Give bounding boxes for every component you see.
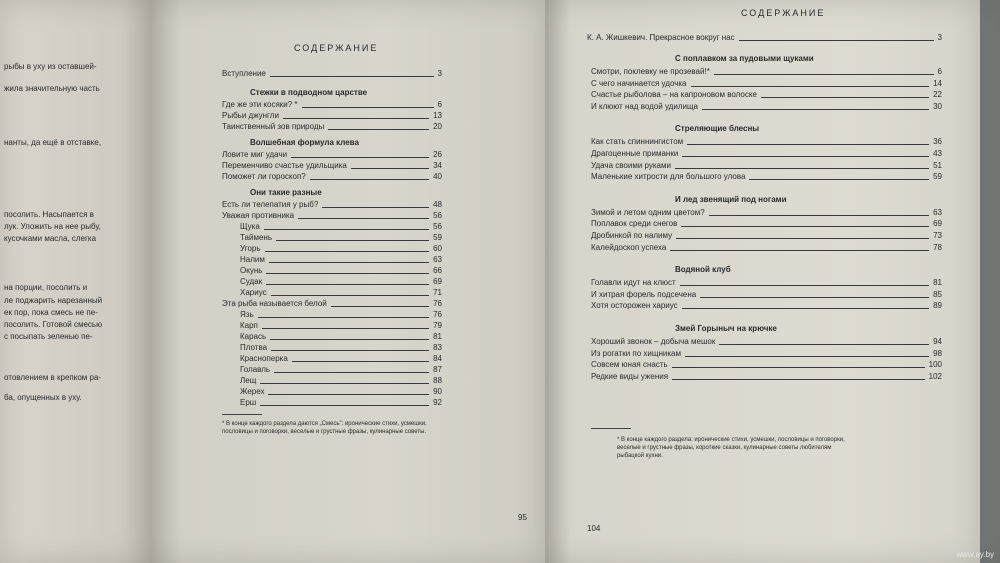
footnote-rule xyxy=(222,414,262,415)
toc-title: СОДЕРЖАНИЕ xyxy=(294,43,379,53)
leader-line xyxy=(702,109,929,110)
leader-line xyxy=(681,226,929,227)
left-page-text: отовлением в крепком ра- xyxy=(4,373,102,382)
toc-entry-label: Карась xyxy=(240,332,267,341)
toc-entry-label: Угорь xyxy=(240,244,261,253)
toc-entry-page: 43 xyxy=(933,149,942,158)
left-page-text: с посыпать зеленью пе- xyxy=(4,332,93,341)
page-number: 104 xyxy=(587,524,601,533)
leader-line xyxy=(270,339,429,340)
section-heading: Водяной клуб xyxy=(675,265,731,275)
toc-entry xyxy=(591,230,942,240)
left-page-text: ба, опущенных в уху. xyxy=(4,393,82,402)
left-page-text: лук. Уложить на нее рыбу, xyxy=(4,222,101,231)
toc-entry-page: 88 xyxy=(433,376,442,385)
left-page xyxy=(0,0,150,563)
leader-line xyxy=(331,306,429,307)
toc-entry xyxy=(222,121,442,131)
section-heading: Стежки в подводном царстве xyxy=(250,88,368,97)
toc-entry-label: Где же эти косяки? * xyxy=(222,100,298,109)
leader-line xyxy=(761,97,929,98)
toc-entry-page: 78 xyxy=(933,242,942,252)
toc-entry-page: 69 xyxy=(433,277,442,286)
toc-entry-page: 87 xyxy=(433,365,442,374)
leader-line xyxy=(266,284,429,285)
toc-entry-label: Хороший звонок – добыча мешок xyxy=(591,337,716,346)
toc-entry xyxy=(591,207,942,217)
toc-entry-page: 76 xyxy=(433,310,442,319)
left-page-text: ек пор, пока смесь не пе- xyxy=(4,308,98,317)
toc-entry-page: 89 xyxy=(933,301,942,311)
toc-entry xyxy=(222,331,442,341)
leader-line xyxy=(719,344,929,345)
toc-entry xyxy=(591,371,942,381)
toc-entry-label: Совсем юная снасть xyxy=(591,360,668,370)
leader-line xyxy=(266,273,429,274)
leader-line xyxy=(291,157,429,158)
toc-entry xyxy=(222,243,442,253)
middle-page xyxy=(150,0,545,563)
toc-entry xyxy=(222,287,442,297)
left-page-text: ле поджарить нарезанный xyxy=(4,296,103,305)
toc-entry-label: Жерех xyxy=(240,387,265,396)
leader-line xyxy=(328,129,429,130)
leader-line xyxy=(687,144,929,145)
left-page-text: посолить. Готовой смесью xyxy=(4,320,103,329)
leader-line xyxy=(670,250,929,251)
toc-entry-label: Переменчиво счастье удильщика xyxy=(222,161,347,170)
leader-line xyxy=(700,297,929,298)
page-number: 95 xyxy=(518,513,527,522)
toc-entry-label: Язь xyxy=(240,310,254,319)
toc-entry-page: 85 xyxy=(933,289,942,299)
toc-entry-label: Уважая противника xyxy=(222,211,295,220)
toc-entry xyxy=(591,160,942,170)
leader-line xyxy=(262,328,429,329)
section-heading: И лед звенящий под ногами xyxy=(675,194,787,204)
leader-line xyxy=(322,207,429,208)
toc-entry-label: Хотя осторожен хариус xyxy=(591,301,678,311)
toc-entry-page: 92 xyxy=(433,398,442,407)
toc-entry-page: 100 xyxy=(928,360,942,370)
toc-entry-page: 30 xyxy=(933,101,942,111)
left-page-text: кусочками масла, слегка xyxy=(4,234,97,243)
toc-entry-label: Голавли идут на клюст xyxy=(591,278,676,288)
leader-line xyxy=(268,394,429,395)
section-heading: С поплавком за пудовыми щуками xyxy=(675,54,814,63)
toc-entry-page: 59 xyxy=(933,172,942,182)
toc-entry-label: И хитрая форель подсечена xyxy=(591,289,697,299)
section-heading: Волшебная формула клева xyxy=(250,138,359,147)
leader-line xyxy=(298,218,429,219)
toc-entry xyxy=(591,289,942,299)
footnote: * В конце каждого раздела даются „Смесь": иронические стихи, усмешки, пословицы и поговорки, веселые и грустные фразы, кулинарные советы. xyxy=(222,421,427,435)
toc-entry-label: Красноперка xyxy=(240,354,288,363)
left-page-text: жила значительную часть xyxy=(4,84,100,93)
toc-entry-page: 98 xyxy=(933,348,942,358)
left-page-text: на порции, посолить и xyxy=(4,283,88,292)
toc-entry-label: Смотри, поклевку не прозевай!* xyxy=(591,67,710,76)
toc-entry-label: Окунь xyxy=(240,266,263,275)
toc-entry xyxy=(222,375,442,385)
toc-entry xyxy=(222,386,442,396)
toc-entry xyxy=(591,242,942,252)
leader-line xyxy=(274,372,429,373)
leader-line xyxy=(675,168,929,169)
toc-entry-label: Лещ xyxy=(240,376,257,385)
leader-line xyxy=(672,367,925,368)
left-page-text: рыбы в уху из оставшей- xyxy=(4,62,97,71)
leader-line xyxy=(292,361,429,362)
page-edge xyxy=(980,0,1000,563)
toc-entry-intro xyxy=(587,32,942,42)
leader-line xyxy=(270,76,434,77)
toc-entry-page: 22 xyxy=(933,90,942,100)
toc-entry xyxy=(222,99,442,109)
leader-line xyxy=(283,118,429,119)
toc-entry xyxy=(591,101,942,111)
section-heading: Стреляющие блесны xyxy=(675,124,760,134)
toc-entry xyxy=(222,160,442,170)
toc-entry-page: 59 xyxy=(433,233,442,242)
toc-entry xyxy=(591,89,942,99)
toc-entry-label: Хариус xyxy=(240,288,267,297)
leader-line xyxy=(310,179,429,180)
toc-entry-label: Калейдоскоп успеха xyxy=(591,242,667,252)
toc-entry-page: 36 xyxy=(933,137,942,147)
toc-entry-label: Ловите миг удачи xyxy=(222,150,288,159)
toc-title: СОДЕРЖАНИЕ xyxy=(741,8,826,18)
left-page-text: нанты, да ещё в отставке, xyxy=(4,138,102,147)
toc-entry-page: 63 xyxy=(933,207,942,217)
toc-entry-page: 51 xyxy=(933,160,942,170)
toc-entry xyxy=(222,110,442,120)
toc-entry-intro-label: Вступление xyxy=(222,69,266,78)
toc-entry-label: Эта рыба называется белой xyxy=(222,299,327,308)
toc-entry-page: 6 xyxy=(937,67,942,76)
leader-line xyxy=(260,383,429,384)
leader-line xyxy=(680,285,929,286)
toc-entry-label: Плотва xyxy=(240,343,268,352)
toc-entry xyxy=(591,336,942,346)
toc-entry-label: Драгоценные приманки xyxy=(591,149,679,158)
footnote-rule xyxy=(591,428,631,429)
leader-line xyxy=(264,229,429,230)
leader-line xyxy=(672,379,925,380)
toc-entry xyxy=(222,320,442,330)
right-page xyxy=(545,0,980,563)
toc-entry-page: 84 xyxy=(433,354,442,363)
toc-entry xyxy=(591,348,942,358)
leader-line xyxy=(271,350,429,351)
leader-line xyxy=(682,156,929,157)
toc-entry-label: Таинственный зов природы xyxy=(222,122,325,131)
leader-line xyxy=(709,215,929,216)
toc-entry xyxy=(591,136,942,146)
leader-line xyxy=(302,107,434,108)
leader-line xyxy=(739,40,934,41)
left-page-text: посолить. Насыпается в xyxy=(4,210,94,219)
toc-entry xyxy=(222,232,442,242)
toc-entry xyxy=(591,359,942,369)
toc-entry-page: 60 xyxy=(433,244,442,253)
toc-entry-label: Голавль xyxy=(240,365,271,374)
toc-entry-label: Поможет ли гороскоп? xyxy=(222,172,306,181)
toc-entry-page: 81 xyxy=(933,278,942,288)
leader-line xyxy=(749,179,929,180)
toc-entry xyxy=(591,171,942,181)
section-heading: Змей Горыныч на крючке xyxy=(675,324,777,333)
leader-line xyxy=(682,308,929,309)
toc-entry-label: Налим xyxy=(240,255,265,264)
toc-entry-page: 13 xyxy=(433,111,442,120)
toc-entry-page: 48 xyxy=(433,200,442,209)
toc-entry-page: 90 xyxy=(433,387,442,396)
toc-entry-label: Таймень xyxy=(240,233,272,242)
toc-entry-label: Маленькие хитрости для большого улова xyxy=(591,172,746,182)
toc-entry xyxy=(591,300,942,310)
toc-entry-page: 73 xyxy=(933,231,942,240)
leader-line xyxy=(258,317,429,318)
toc-entry-label: Удача своими руками xyxy=(591,160,671,170)
toc-entry xyxy=(591,218,942,228)
toc-entry-label: Дробинкой по налиму xyxy=(591,231,673,240)
toc-entry-label: И клюют над водой удилища xyxy=(591,101,698,111)
toc-entry xyxy=(222,397,442,407)
toc-entry-label: Есть ли телепатия у рыб? xyxy=(222,200,319,209)
toc-entry-label: Судак xyxy=(240,277,263,286)
toc-entry-page: 69 xyxy=(933,219,942,229)
toc-entry xyxy=(222,171,442,181)
toc-entry xyxy=(591,66,942,76)
toc-entry-page: 81 xyxy=(433,332,442,341)
toc-entry-label: Как стать спиннингистом xyxy=(591,137,684,147)
leader-line xyxy=(351,168,429,169)
footnote: * В конце каждого раздела: иронические стихи, усмешки, пословицы и поговорки, веселые и грустные фразы, короткие сказки, кулинарные советы любителям рыбацкой кухни. xyxy=(617,437,845,459)
toc-entry xyxy=(222,221,442,231)
leader-line xyxy=(714,74,934,75)
toc-entry-page: 56 xyxy=(433,211,442,220)
leader-line xyxy=(676,238,929,239)
toc-entry-page: 63 xyxy=(433,255,442,264)
toc-entry-page: 76 xyxy=(433,299,442,308)
toc-entry-page: 71 xyxy=(433,288,442,297)
toc-entry-page: 83 xyxy=(433,343,442,352)
toc-entry-page: 34 xyxy=(433,161,442,170)
toc-entry-intro-page: 3 xyxy=(937,33,942,42)
toc-entry xyxy=(222,309,442,319)
toc-entry xyxy=(222,364,442,374)
leader-line xyxy=(271,295,429,296)
toc-entry-intro-label: К. А. Жишкевич. Прекрасное вокруг нас xyxy=(587,33,735,42)
toc-entry-page: 102 xyxy=(928,371,942,381)
toc-entry-label: Счастье рыболова – на капроновом волоске xyxy=(591,90,757,100)
watermark: www.ay.by xyxy=(956,550,994,559)
section-heading: Они такие разные xyxy=(250,188,322,197)
toc-entry-label: С чего начинается удочка xyxy=(591,78,687,88)
toc-entry xyxy=(222,276,442,286)
toc-entry xyxy=(222,353,442,363)
toc-entry-label: Зимой и летом одним цветом? xyxy=(591,207,705,217)
toc-entry-label: Щука xyxy=(240,222,260,231)
leader-line xyxy=(685,356,929,357)
toc-entry-label: Карп xyxy=(240,321,258,330)
toc-entry-label: Из рогатки по хищникам xyxy=(591,348,681,358)
toc-entry-page: 66 xyxy=(433,266,442,275)
toc-entry-label: Редкие виды ужения xyxy=(591,371,669,381)
leader-line xyxy=(260,405,429,406)
toc-entry-intro-page: 3 xyxy=(437,69,442,78)
toc-entry-intro xyxy=(222,68,442,78)
toc-entry-page: 14 xyxy=(933,78,942,88)
toc-entry xyxy=(591,277,942,287)
toc-entry-label: Поплавок среди снегов xyxy=(591,219,678,229)
toc-entry-label: Ерш xyxy=(240,398,257,407)
toc-entry xyxy=(591,78,942,88)
toc-entry xyxy=(222,342,442,352)
toc-entry-page: 94 xyxy=(933,337,942,346)
toc-entry xyxy=(591,148,942,158)
leader-line xyxy=(276,240,429,241)
toc-entry-page: 6 xyxy=(437,100,442,109)
toc-entry-page: 20 xyxy=(433,122,442,131)
toc-entry xyxy=(222,265,442,275)
toc-entry xyxy=(222,199,442,209)
toc-entry xyxy=(222,298,442,308)
toc-entry-page: 56 xyxy=(433,222,442,231)
toc-entry xyxy=(222,149,442,159)
leader-line xyxy=(265,251,429,252)
toc-entry-page: 79 xyxy=(433,321,442,330)
toc-entry-page: 26 xyxy=(433,150,442,159)
toc-entry-page: 40 xyxy=(433,172,442,181)
toc-entry xyxy=(222,210,442,220)
leader-line xyxy=(691,86,929,87)
toc-entry-label: Рыбьи джунгли xyxy=(222,111,279,120)
toc-entry xyxy=(222,254,442,264)
leader-line xyxy=(269,262,429,263)
